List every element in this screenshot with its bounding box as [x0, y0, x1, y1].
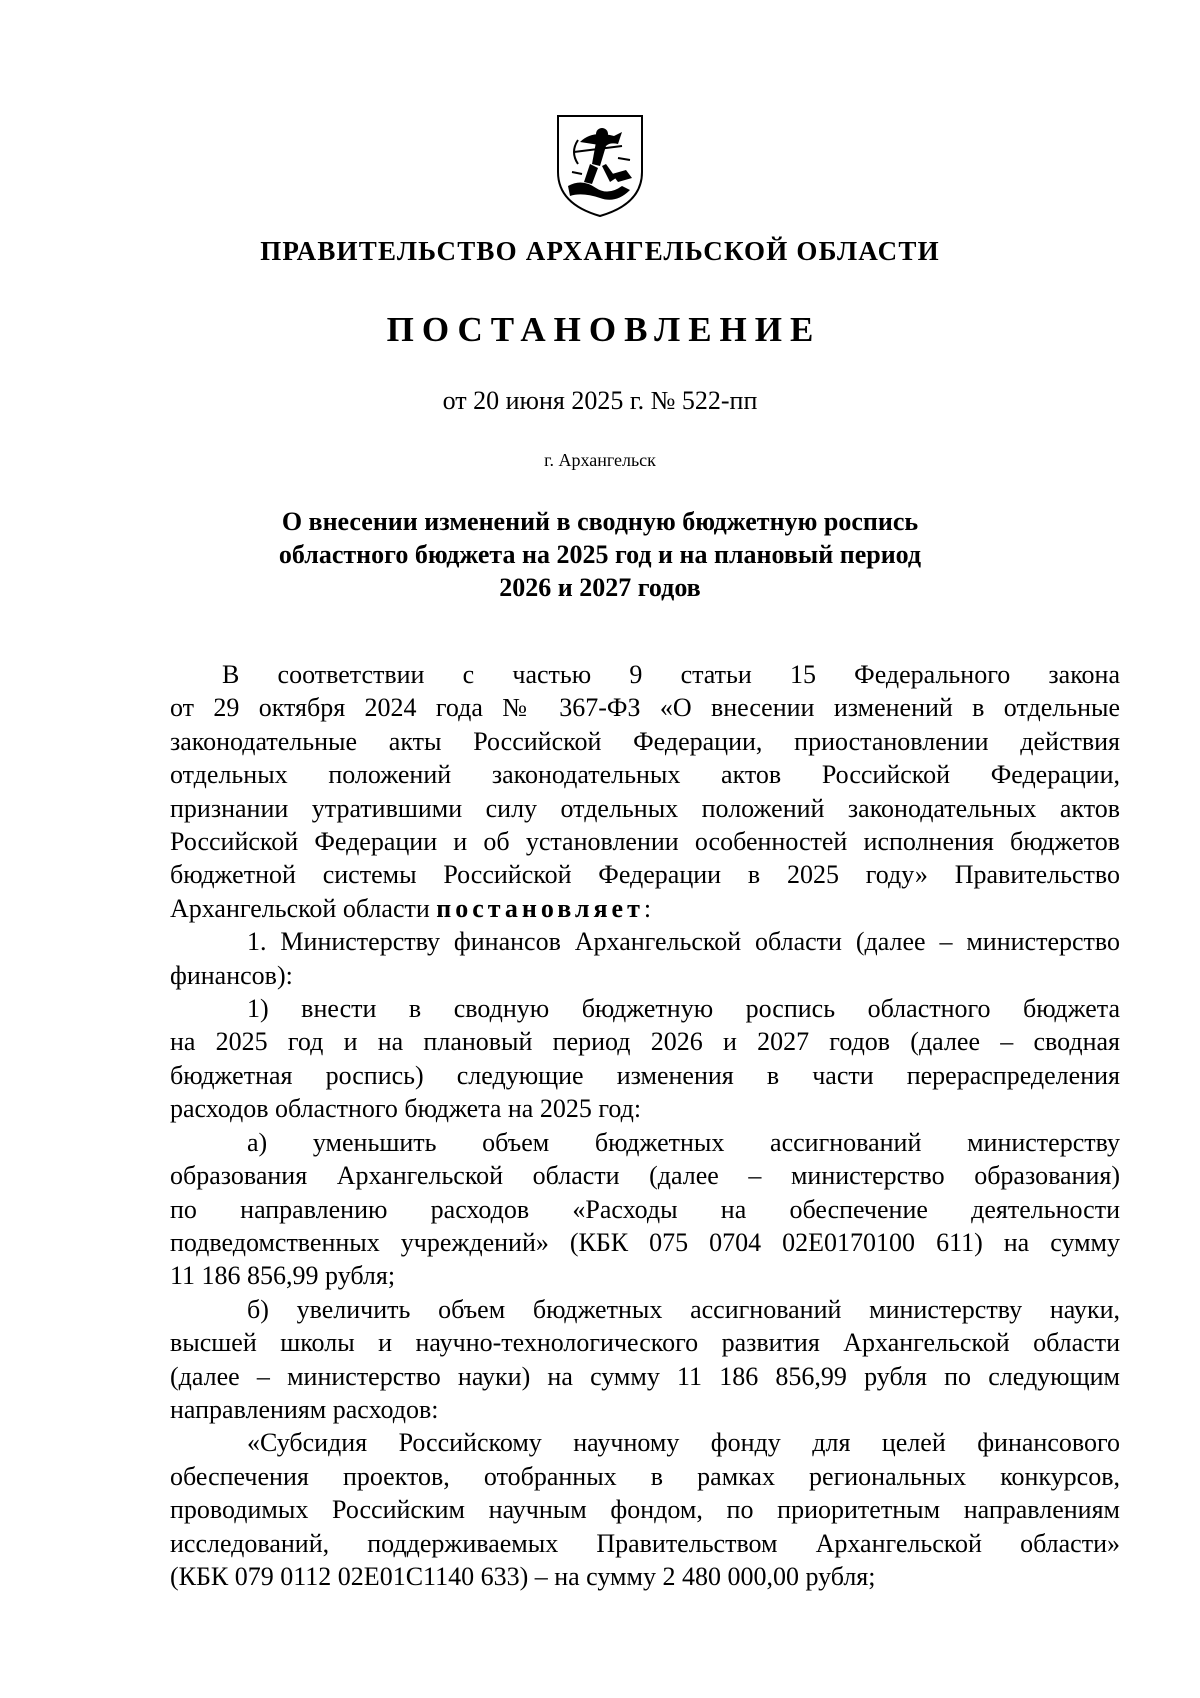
text-line: бюджетной системы Российской Федерации в 2025 году» Правительство: [170, 860, 1120, 890]
text-line: по направлению расходов «Расходы на обеспечение деятельности: [170, 1194, 1120, 1224]
resolves-keyword: постановляет: [436, 893, 644, 923]
text-line: 11 186 856,99 рубля;: [170, 1261, 396, 1291]
text-line: (далее – министерство науки) на сумму 11 186 856,99 рубля по следующим: [170, 1361, 1120, 1391]
text-line: высшей школы и научно-технологического развития Архангельской области: [170, 1328, 1120, 1358]
text-line: В соответствии с частью 9 статьи 15 Федерального закона: [222, 660, 1120, 689]
text-line: на 2025 год и на плановый период 2026 и 2027 годов (далее – сводная: [170, 1027, 1120, 1057]
text-line: финансов):: [170, 960, 293, 990]
item-1-paragraph: [170, 925, 1120, 992]
item-1-1-paragraph: [170, 992, 1120, 1126]
text-line: [170, 892, 1120, 925]
document-type: ПОСТАНОВЛЕНИЕ: [386, 310, 822, 349]
coat-of-arms-icon: [552, 112, 648, 220]
item-a-paragraph: [170, 1126, 1120, 1293]
text-line: направлениям расходов:: [170, 1394, 439, 1424]
organization-name: ПРАВИТЕЛЬСТВО АРХАНГЕЛЬСКОЙ ОБЛАСТИ: [260, 236, 940, 266]
title-line: областного бюджета на 2025 год и на плановый период: [278, 540, 922, 569]
text-line: (КБК 079 0112 02Е01С1140 633) – на сумму 2 480 000,00 рубля;: [170, 1561, 876, 1591]
title-line: 2026 и 2027 годов: [499, 573, 701, 602]
text-line: расходов областного бюджета на 2025 год:: [170, 1094, 642, 1124]
document-city: г. Архангельск: [544, 450, 656, 470]
preamble-last-text: Архангельской области: [170, 893, 430, 923]
preamble-paragraph: [170, 658, 1120, 925]
preamble-colon: :: [643, 893, 652, 923]
text-line: отдельных положений законодательных актов Российской Федерации,: [170, 760, 1120, 790]
text-line: 1. Министерству финансов Архангельской области (далее – министерство: [247, 927, 1120, 957]
subsidy-paragraph: [170, 1426, 1120, 1593]
text-line: исследований, поддерживаемых Правительством Архангельской области»: [170, 1528, 1120, 1558]
text-line: 1) внести в сводную бюджетную роспись областного бюджета: [247, 994, 1120, 1024]
text-line: а) уменьшить объем бюджетных ассигнований министерству: [247, 1127, 1120, 1157]
text-line: от 29 октября 2024 года № 367-ФЗ «О внесении изменений в отдельные: [170, 693, 1120, 723]
text-line: образования Архангельской области (далее – министерство образования): [170, 1161, 1120, 1191]
title-line: О внесении изменений в сводную бюджетную роспись: [281, 507, 919, 536]
text-line: признании утратившими силу отдельных положений законодательных актов: [170, 793, 1120, 823]
item-b-paragraph: [170, 1293, 1120, 1427]
text-line: бюджетная роспись) следующие изменения в части перераспределения: [170, 1060, 1120, 1090]
document-body: [170, 658, 1120, 1593]
text-line: б) увеличить объем бюджетных ассигнований министерству науки,: [247, 1294, 1120, 1324]
text-line: обеспечения проектов, отобранных в рамках региональных конкурсов,: [170, 1461, 1120, 1491]
text-line: подведомственных учреждений» (КБК 075 0704 02Е0170100 611) на сумму: [170, 1227, 1120, 1257]
text-line: проводимых Российским научным фондом, по приоритетным направлениям: [170, 1495, 1120, 1525]
document-title: [0, 505, 1200, 604]
text-line: «Субсидия Российскому научному фонду для целей финансового: [247, 1428, 1120, 1458]
text-line: законодательные акты Российской Федерации, приостановлении действия: [170, 726, 1120, 756]
document-date-number: от 20 июня 2025 г. № 522-пп: [442, 386, 758, 415]
text-line: Российской Федерации и об установлении особенностей исполнения бюджетов: [170, 827, 1120, 857]
